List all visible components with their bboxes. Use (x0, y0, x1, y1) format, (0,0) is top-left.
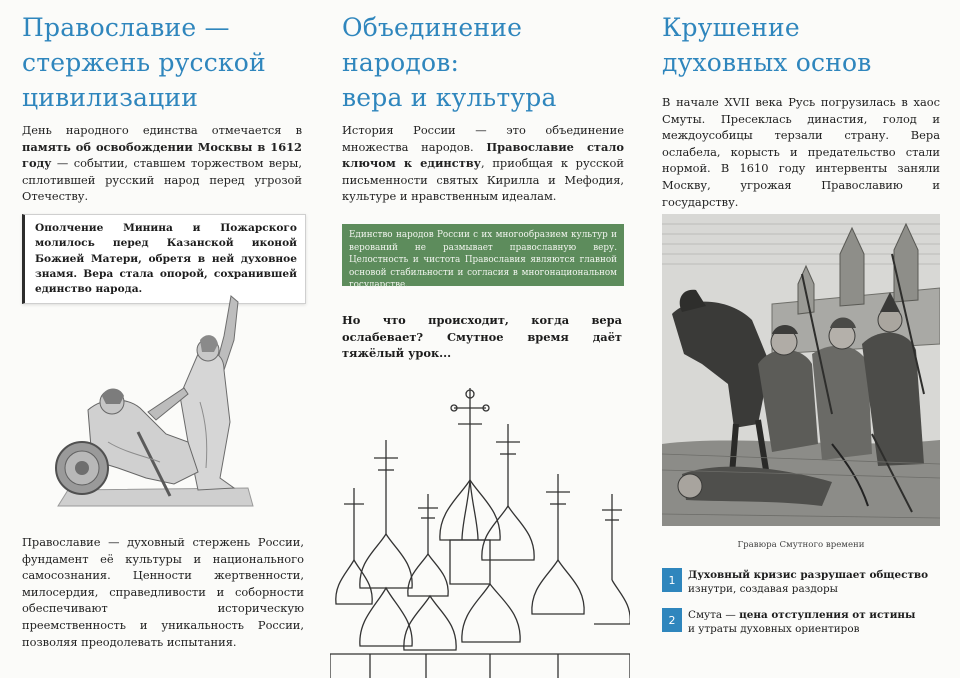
church-domes-illustration (330, 384, 630, 678)
column-collapse (640, 0, 960, 678)
highlight-box: Единство народов России с их многообразием культур и верований не размывает православную веру. Целостность и чистота Православия являются главной основой стабильности и согласия в многонациональном государстве. (342, 224, 624, 286)
point-item-1 (662, 568, 952, 598)
intro-paragraph: История России — это объединение множества народов. Православие стало ключом к единству, приобщая к русской письменности святых Кирилла и Мефодия, культуре и нравственным идеалам. (342, 123, 625, 204)
minin-pozharsky-monument-illustration (48, 292, 268, 514)
column-title: Православие — стержень русской цивилизации (22, 13, 266, 112)
quote-box: Ополчение Минина и Пожарского молилось перед Казанской иконой Божией Матери, обретя в ней духовное знамя. Вера стала опорой, сохранившей единство народа. (22, 214, 306, 304)
point-number-badge: 2 (662, 608, 682, 632)
point-item-2 (662, 608, 952, 638)
column-title: Крушение духовных основ (662, 13, 872, 77)
column-unity (320, 0, 640, 678)
intro-paragraph: День народного единства отмечается в память об освобождении Москвы в 1612 году — событии, ставшем торжеством веры, сплотившей русский народ перед угрозой Отечеству. (22, 123, 302, 204)
point-text: Духовный кризис разрушает общество изнутри, создавая раздоры (688, 569, 929, 595)
point-number-badge: 1 (662, 568, 682, 592)
intro-paragraph: В начале XVII века Русь погрузилась в хаос Смуты. Пресеклась династия, голод и междоусобицы терзали страну. Вера ослабела, корысть и предательство стали нормой. В 1610 году интервенты заняли Москву, угрожая Православию и государству. (662, 95, 940, 209)
engraving-image (662, 214, 940, 526)
point-text: Смута — цена отступления от истины и утраты духовных ориентиров (688, 609, 916, 635)
time-of-troubles-engraving (662, 214, 940, 526)
engraving-caption: Гравюра Смутного времени (737, 540, 865, 550)
column-orthodoxy (0, 0, 320, 678)
question-text: Но что происходит, когда вера ослабевает? Смутное время даёт тяжёлый урок... (342, 313, 622, 361)
column-title: Объединение народов: вера и культура (342, 13, 557, 112)
outro-paragraph: Православие — духовный стержень России, фундамент её культуры и национального самосознания. Ценности жертвенности, милосердия, справедливости и соборности обеспечивают историческую преемственность и уникальность России, позволяя преодолевать испытания. (22, 535, 304, 649)
